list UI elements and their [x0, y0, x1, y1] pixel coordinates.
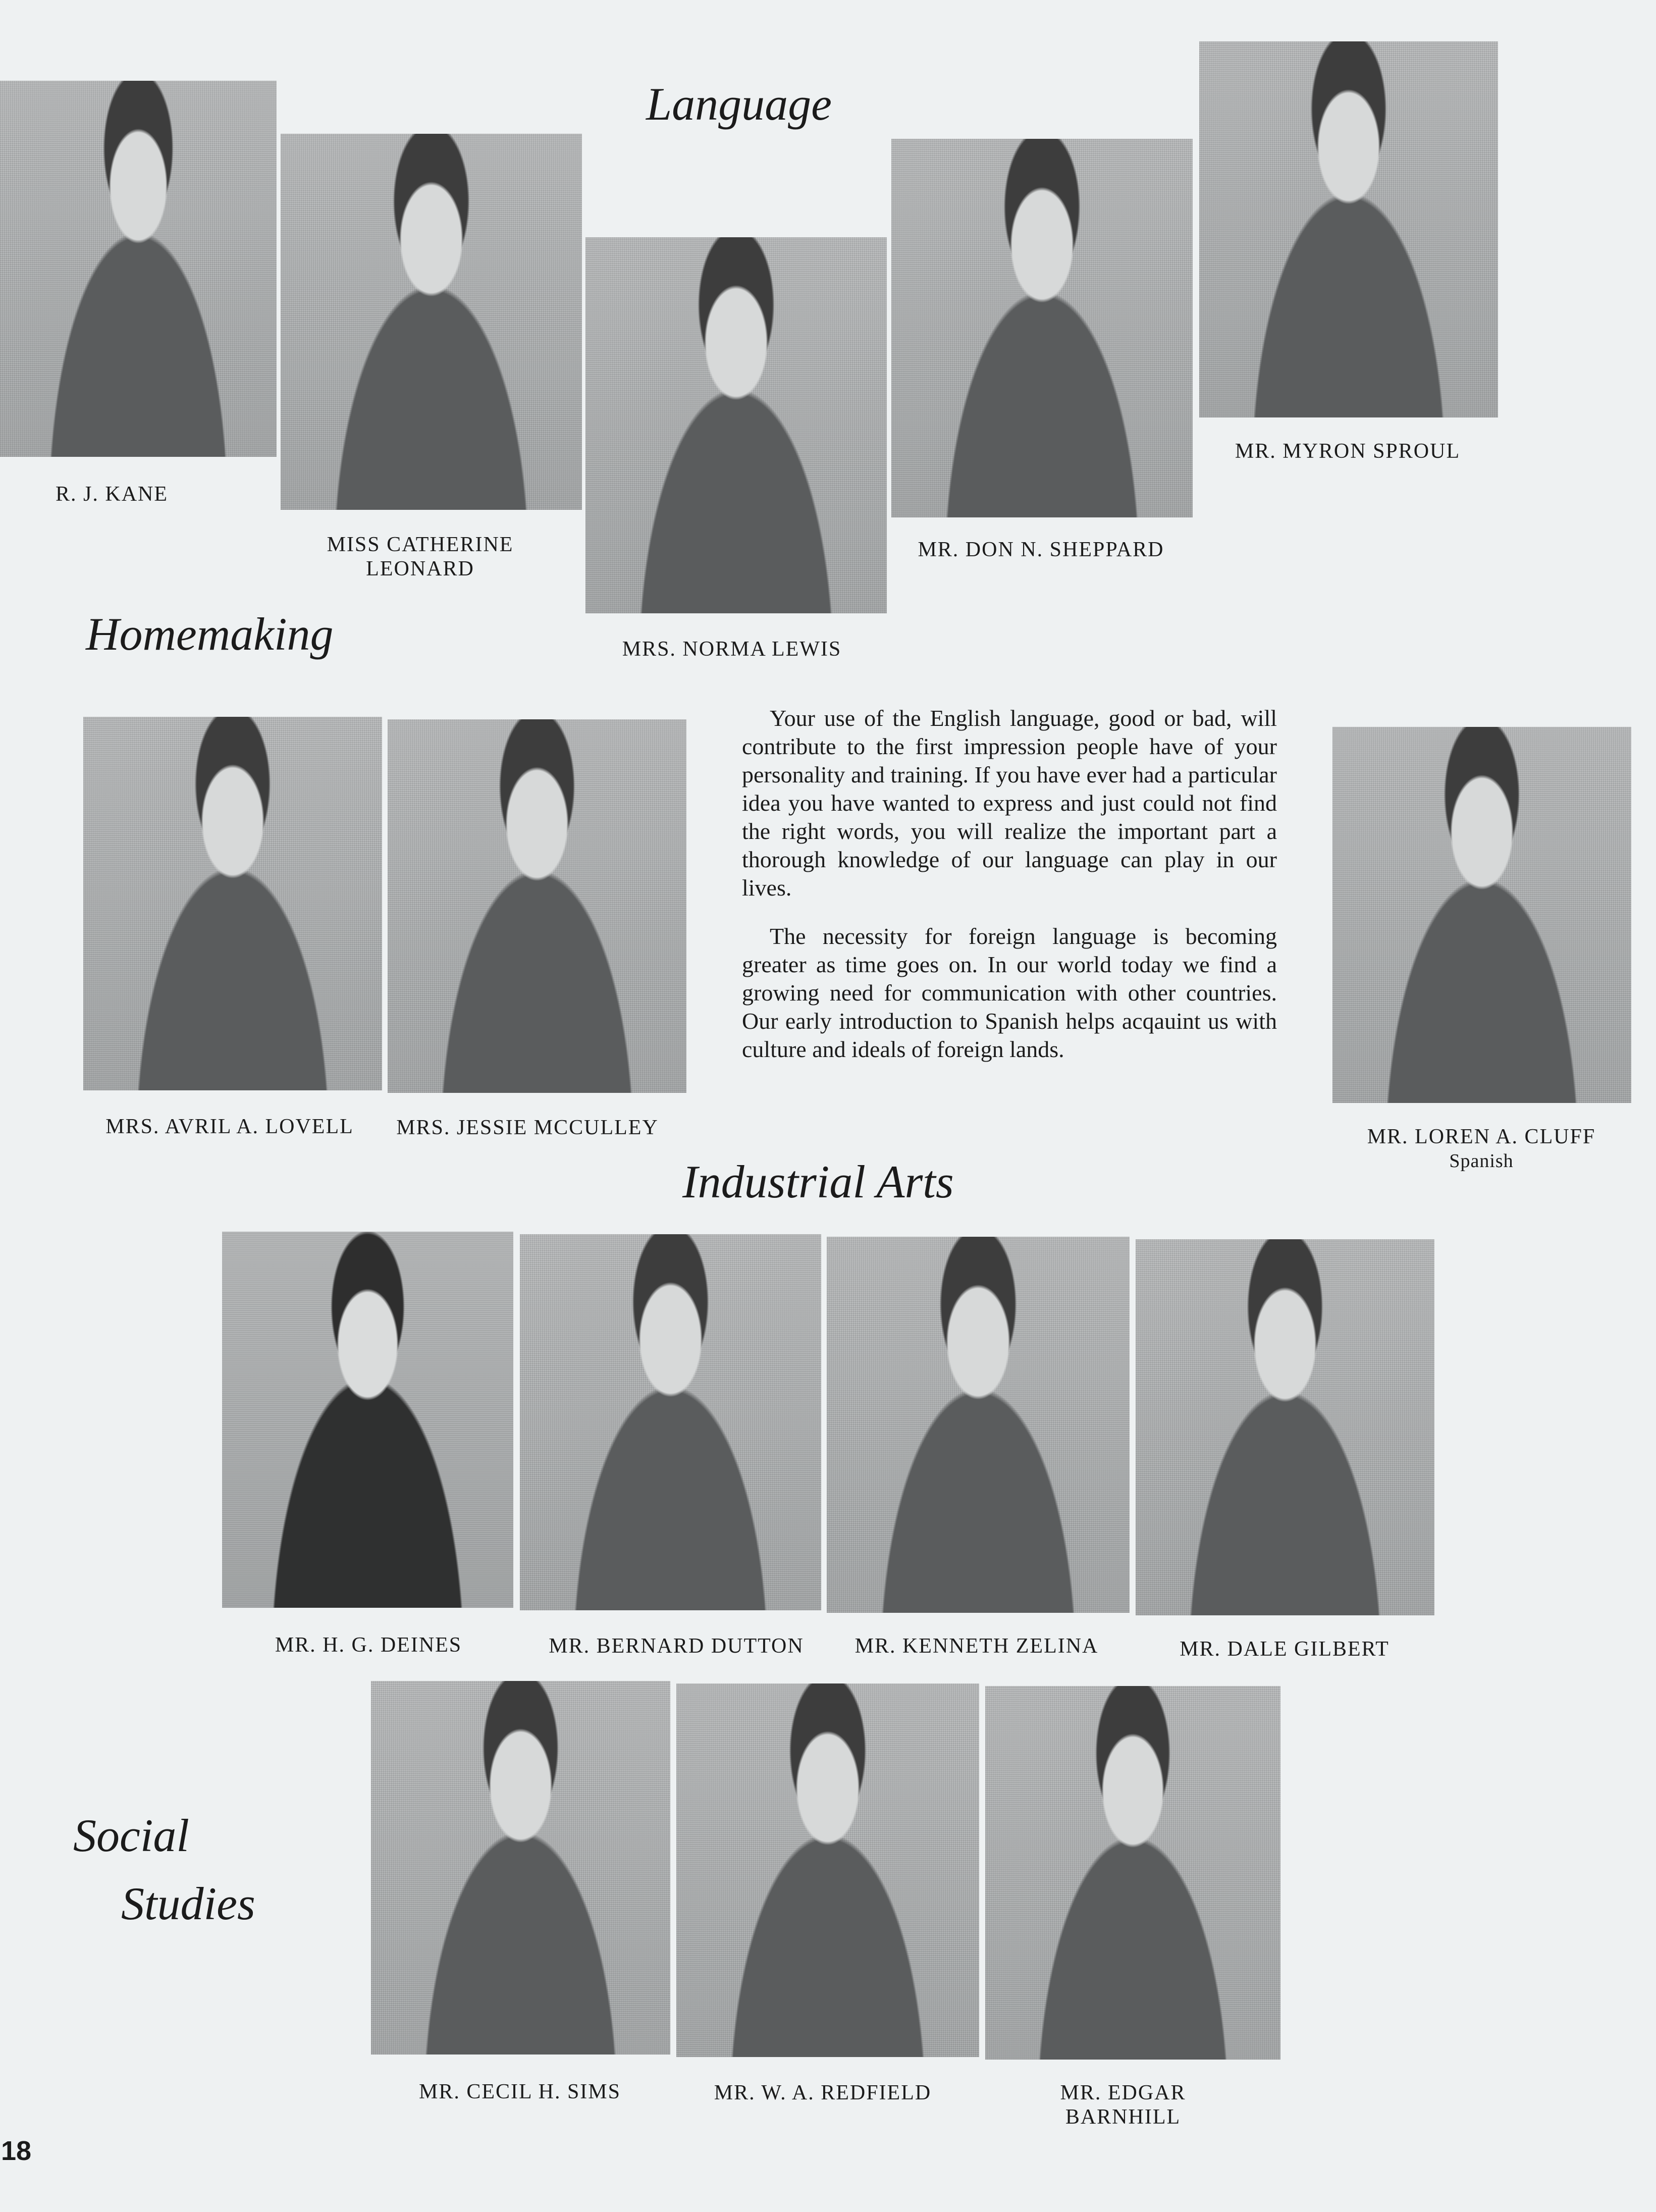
caption-cluff-subject: Spanish: [1449, 1150, 1514, 1172]
caption-leonard: [283, 533, 558, 581]
caption-barnhill-line2: BARNHILL: [1065, 2105, 1181, 2129]
portrait-photo-lewis: [585, 237, 887, 613]
caption-sheppard: MR. DON N. SHEPPARD: [918, 538, 1164, 561]
caption-barnhill: [1040, 2081, 1206, 2129]
caption-lovell: MRS. AVRIL A. LOVELL: [105, 1115, 354, 1138]
caption-barnhill-line1: MR. EDGAR: [1060, 2081, 1186, 2104]
portrait-photo-mcculley: [388, 719, 686, 1093]
caption-cluff-name: MR. LOREN A. CLUFF: [1367, 1125, 1596, 1148]
portrait-photo-deines: [222, 1232, 513, 1608]
caption-zelina: MR. KENNETH ZELINA: [854, 1635, 1099, 1658]
portrait-photo-gilbert: [1136, 1239, 1434, 1615]
article-paragraph-1: Your use of the English language, good or bad, will contribute to the first impression people have of your personality and training. If you have ever had a particular idea you have wanted to express and just could not find the right words, you will realize the important part a thorough knowledge of our language can play in our lives.: [742, 705, 1277, 901]
caption-cluff: [1338, 1125, 1625, 1173]
heading-homemaking: Homemaking: [86, 608, 334, 660]
caption-sims: MR. CECIL H. SIMS: [418, 2080, 621, 2103]
portrait-photo-sims: [371, 1681, 670, 2055]
caption-lewis: MRS. NORMA LEWIS: [622, 638, 842, 661]
caption-gilbert: MR. DALE GILBERT: [1180, 1638, 1390, 1661]
caption-leonard-line2: LEONARD: [366, 557, 474, 581]
caption-dutton: MR. BERNARD DUTTON: [549, 1635, 804, 1658]
caption-redfield: MR. W. A. REDFIELD: [714, 2081, 932, 2104]
portrait-photo-zelina: [827, 1237, 1130, 1613]
portrait-photo-sproul: [1199, 41, 1498, 417]
caption-sproul: MR. MYRON SPROUL: [1235, 440, 1461, 463]
heading-social-studies-line1: Social: [73, 1810, 189, 1861]
caption-leonard-line1: MISS CATHERINE: [327, 533, 514, 556]
caption-kane: R. J. KANE: [56, 483, 169, 506]
article-paragraph-2: The necessity for foreign language is becoming greater as time goes on. In our world today we find a growing need for communication with other countries. Our early introduction to Spanish helps acqauint us with culture and ideals of foreign lands.: [742, 923, 1277, 1062]
caption-mcculley: MRS. JESSIE MCCULLEY: [396, 1116, 659, 1139]
portrait-photo-lovell: [83, 717, 382, 1090]
heading-language: Language: [646, 78, 832, 130]
portrait-photo-dutton: [520, 1234, 821, 1610]
portrait-photo-sheppard: [891, 139, 1193, 517]
caption-deines: MR. H. G. DEINES: [275, 1634, 462, 1657]
heading-social-studies-line2: Studies: [121, 1878, 255, 1929]
language-article: [742, 704, 1277, 1084]
heading-industrial-arts: Industrial Arts: [682, 1156, 954, 1207]
page-number: 18: [1, 2136, 32, 2166]
portrait-photo-kane: [0, 81, 277, 457]
portrait-photo-cluff: [1332, 727, 1631, 1103]
portrait-photo-leonard: [281, 134, 582, 510]
portrait-photo-barnhill: [985, 1686, 1280, 2060]
portrait-photo-redfield: [676, 1683, 979, 2057]
